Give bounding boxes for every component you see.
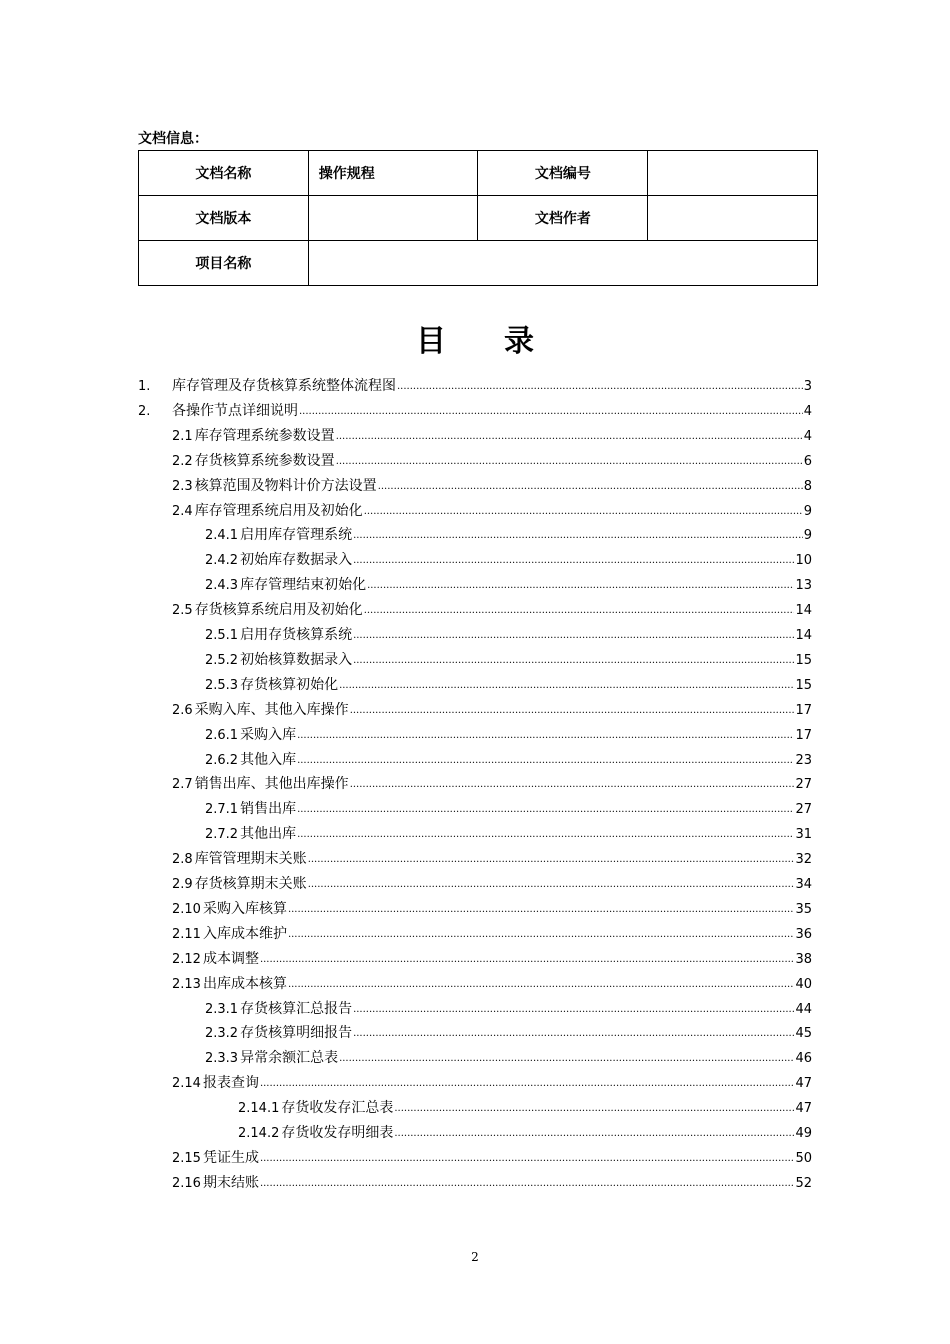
- toc-entry-number: 2.6.2: [205, 752, 239, 768]
- toc-entry-page: 14: [795, 603, 812, 619]
- doc-info-label: 文档信息：: [138, 131, 208, 147]
- toc-entry[interactable]: [205, 723, 812, 748]
- toc-entry[interactable]: [238, 1121, 812, 1146]
- doc-name-value: 操作规程: [308, 151, 478, 196]
- toc-entry-page: 14: [795, 628, 812, 643]
- toc-dot-leader: [308, 847, 795, 872]
- toc-entry-page: 27: [795, 777, 812, 793]
- toc-entry-number: 2.3.1: [205, 1001, 239, 1017]
- toc-dot-leader: [364, 598, 795, 623]
- toc-dot-leader: [364, 499, 803, 524]
- toc-entry-title: 启用存货核算系统: [240, 627, 353, 643]
- doc-author-label: 文档作者: [478, 196, 648, 241]
- toc-entry[interactable]: [172, 474, 812, 499]
- toc-dot-leader: [336, 449, 803, 474]
- toc-entry-page: 4: [803, 428, 812, 444]
- toc-entry-page: 47: [795, 1101, 812, 1117]
- toc-entry-page: 32: [795, 852, 812, 868]
- toc-entry-page: 40: [795, 976, 812, 992]
- toc-entry[interactable]: [238, 1096, 812, 1121]
- toc-entry-page: 9: [803, 528, 812, 544]
- toc-entry-title: 报表查询: [202, 1075, 259, 1092]
- toc-entry-title: 存货核算明细报告: [240, 1025, 353, 1042]
- toc-entry-title: 库存管理系统参数设置: [194, 427, 335, 444]
- toc-entry[interactable]: [205, 997, 812, 1022]
- toc-entry-title: 成本调整: [202, 950, 259, 967]
- toc-entry-page: 36: [795, 926, 812, 942]
- toc-dot-leader: [260, 1171, 795, 1196]
- toc-entry-number: 2.8: [172, 852, 193, 868]
- toc-dot-leader: [339, 673, 794, 698]
- project-name-value: [308, 241, 817, 286]
- toc-entry-number: 2.6: [172, 702, 193, 718]
- toc-entry[interactable]: [205, 523, 812, 548]
- toc-entry[interactable]: [205, 623, 812, 648]
- toc-entry-page: 38: [795, 951, 812, 967]
- toc-entry[interactable]: [205, 1046, 812, 1071]
- toc-dot-leader: [353, 1021, 794, 1046]
- toc-dot-leader: [353, 997, 794, 1022]
- doc-name-label: 文档名称: [139, 151, 309, 196]
- toc-dot-leader: [350, 772, 795, 797]
- doc-info-table: [138, 150, 818, 286]
- toc-entry-page: 31: [795, 827, 812, 843]
- toc-entry[interactable]: [172, 947, 812, 972]
- toc-entry-page: 9: [803, 503, 812, 519]
- toc-dot-leader: [288, 897, 795, 922]
- toc-entry-page: 13: [795, 578, 812, 594]
- toc-entry[interactable]: [172, 698, 812, 723]
- toc-dot-leader: [297, 822, 794, 847]
- toc-entry-title: 初始核算数据录入: [240, 651, 353, 668]
- table-row: [139, 151, 818, 196]
- toc-entry-page: 34: [795, 877, 812, 892]
- toc-dot-leader: [353, 548, 794, 573]
- doc-number-label: 文档编号: [478, 151, 648, 196]
- toc-dot-leader: [260, 947, 795, 972]
- toc-entry-number: 2.4: [172, 503, 193, 519]
- toc-entry[interactable]: [205, 822, 812, 847]
- toc-entry-page: 45: [795, 1026, 812, 1042]
- toc-dot-leader: [260, 1071, 795, 1096]
- toc-entry[interactable]: [172, 897, 812, 922]
- toc-entry-number: 2.4.2: [205, 553, 239, 569]
- toc-dot-leader: [367, 573, 794, 598]
- toc-dot-leader: [353, 623, 794, 648]
- toc-entry-title: 采购入库核算: [202, 900, 287, 917]
- toc-entry-page: 3: [803, 379, 812, 394]
- toc-dot-leader: [394, 1121, 794, 1146]
- toc-entry[interactable]: [172, 847, 812, 872]
- toc-entry-page: 17: [795, 702, 812, 718]
- toc-entry-title: 存货核算初始化: [240, 676, 339, 693]
- toc-entry-number: 2.12: [172, 951, 201, 967]
- toc-entry[interactable]: [205, 673, 812, 698]
- table-row: [139, 241, 818, 286]
- toc-entry-page: 15: [795, 677, 812, 693]
- toc-dot-leader: [260, 1146, 795, 1171]
- toc-dot-leader: [297, 797, 794, 822]
- toc-entry-page: 15: [795, 652, 812, 668]
- doc-number-value: [648, 151, 818, 196]
- toc-entry-number: 2.1: [172, 428, 193, 444]
- toc-dot-leader: [308, 872, 795, 897]
- toc-entry[interactable]: [205, 573, 812, 598]
- toc-entry-number: 2.3: [172, 478, 193, 494]
- toc-entry[interactable]: [172, 1071, 812, 1096]
- toc-entry[interactable]: [205, 648, 812, 673]
- toc-entry-title: 异常余额汇总表: [240, 1050, 339, 1067]
- toc-entry[interactable]: [172, 922, 812, 947]
- toc-entry-title: 出库成本核算: [202, 975, 287, 992]
- toc-entry[interactable]: [172, 499, 812, 524]
- toc-entry-page: 17: [795, 727, 812, 743]
- toc-entry-number: 2.14.1: [238, 1101, 280, 1117]
- toc-entry-number: 2.7: [172, 777, 193, 793]
- toc-entry-title: 库管管理期末关账: [194, 851, 307, 868]
- toc-entry-page: 47: [795, 1076, 812, 1092]
- toc-entry[interactable]: [138, 374, 812, 399]
- toc-dot-leader: [288, 922, 795, 947]
- toc-entry-page: 23: [795, 752, 812, 768]
- toc-entry-page: 46: [795, 1051, 812, 1067]
- toc-entry-page: 27: [795, 802, 812, 818]
- toc-entry-page: 35: [795, 901, 812, 917]
- toc-dot-leader: [299, 399, 803, 424]
- toc-entry-title: 核算范围及物料计价方法设置: [194, 477, 377, 494]
- toc-entry-title: 存货核算期末关账: [194, 876, 307, 892]
- toc-entry-number: 2.7.1: [205, 802, 239, 818]
- toc-entry-page: 50: [795, 1150, 812, 1166]
- toc-entry-page: 44: [795, 1001, 812, 1017]
- toc-entry-title: 各操作节点详细说明: [172, 402, 298, 419]
- toc-dot-leader: [350, 698, 795, 723]
- toc-dot-leader: [353, 648, 794, 673]
- toc-entry-title: 存货收发存汇总表: [281, 1100, 394, 1117]
- toc-entry-page: 52: [795, 1175, 812, 1191]
- doc-version-label: 文档版本: [139, 196, 309, 241]
- toc-dot-leader: [378, 474, 803, 499]
- toc-entry[interactable]: [205, 548, 812, 573]
- toc-entry-number: 1.: [138, 379, 151, 394]
- toc-entry[interactable]: [205, 748, 812, 773]
- toc-entry-title: 采购入库: [240, 726, 297, 743]
- toc-entry-title: 启用库存管理系统: [240, 527, 353, 544]
- toc-entry-title: 库存管理结束初始化: [240, 577, 367, 594]
- toc-entry-number: 2.5: [172, 603, 193, 619]
- toc-dot-leader: [353, 523, 803, 548]
- toc-entry-number: 2.5.1: [205, 628, 239, 643]
- doc-version-value: [308, 196, 478, 241]
- toc-title: 目录: [416, 324, 592, 359]
- toc-entry-number: 2.5.2: [205, 652, 239, 668]
- toc-entry-number: 2.10: [172, 901, 201, 917]
- toc-entry-number: 2.2: [172, 453, 193, 469]
- toc-entry-number: 2.4.1: [205, 528, 239, 544]
- toc-entry-title: 其他入库: [240, 751, 297, 768]
- project-name-label: 项目名称: [139, 241, 309, 286]
- toc-dot-leader: [394, 1096, 794, 1121]
- toc-dot-leader: [297, 723, 794, 748]
- toc-entry-title: 库存管理系统启用及初始化: [194, 502, 363, 519]
- toc-entry-title: 存货核算系统启用及初始化: [194, 602, 363, 619]
- toc-entry[interactable]: [172, 424, 812, 449]
- toc-entry-title: 入库成本维护: [202, 925, 287, 942]
- doc-author-value: [648, 196, 818, 241]
- toc-entry-title: 库存管理及存货核算系统整体流程图: [172, 378, 396, 394]
- toc-dot-leader: [397, 374, 803, 399]
- page-number: 2: [471, 1250, 479, 1264]
- toc-entry-number: 2.3.2: [205, 1026, 239, 1042]
- toc-entry-title: 期末结账: [202, 1174, 259, 1191]
- toc-entry-title: 初始库存数据录入: [240, 552, 353, 569]
- toc-entry-number: 2.9: [172, 877, 193, 892]
- toc-entry-page: 6: [803, 453, 812, 469]
- toc-entry-number: 2.14: [172, 1076, 201, 1092]
- toc-entry-page: 8: [803, 478, 812, 494]
- toc-dot-leader: [336, 424, 803, 449]
- toc-entry-title: 存货核算汇总报告: [240, 1000, 353, 1017]
- toc-entry[interactable]: [172, 872, 812, 897]
- toc-entry-number: 2.: [138, 403, 151, 419]
- toc-entry-title: 存货收发存明细表: [281, 1125, 394, 1141]
- toc-entry-number: 2.5.3: [205, 677, 239, 693]
- toc-entry-title: 存货核算系统参数设置: [194, 452, 335, 469]
- toc-entry-number: 2.4.3: [205, 578, 239, 594]
- toc-entry-number: 2.3.3: [205, 1051, 239, 1067]
- toc-entry[interactable]: [205, 1021, 812, 1046]
- toc-entry-number: 2.13: [172, 976, 201, 992]
- toc-entry-number: 2.6.1: [205, 727, 239, 743]
- toc-entry-number: 2.7.2: [205, 827, 239, 843]
- toc-entry-page: 4: [803, 403, 812, 419]
- toc-entry[interactable]: [138, 399, 812, 424]
- toc-entry-title: 其他出库: [240, 826, 297, 843]
- table-row: [139, 196, 818, 241]
- toc-dot-leader: [288, 972, 795, 997]
- toc-entry-page: 10: [795, 553, 812, 569]
- toc-dot-leader: [297, 748, 794, 773]
- toc-entry-title: 销售出库、其他出库操作: [194, 776, 349, 793]
- toc-entry-title: 凭证生成: [202, 1149, 259, 1166]
- toc-entry[interactable]: [172, 1146, 812, 1171]
- toc-entry[interactable]: [172, 772, 812, 797]
- toc-dot-leader: [339, 1046, 794, 1071]
- toc-entry[interactable]: [172, 449, 812, 474]
- toc-entry-number: 2.15: [172, 1150, 201, 1166]
- toc-entry-title: 销售出库: [240, 801, 297, 818]
- toc-entry-number: 2.11: [172, 926, 201, 942]
- toc-entry[interactable]: [172, 598, 812, 623]
- toc-entry-title: 采购入库、其他入库操作: [194, 701, 349, 718]
- toc-entry-number: 2.16: [172, 1175, 201, 1191]
- toc-entry-number: 2.14.2: [238, 1126, 280, 1141]
- toc-entry[interactable]: [172, 1171, 812, 1196]
- toc-entry[interactable]: [172, 972, 812, 997]
- toc-entry[interactable]: [205, 797, 812, 822]
- toc-entry-page: 49: [795, 1126, 812, 1141]
